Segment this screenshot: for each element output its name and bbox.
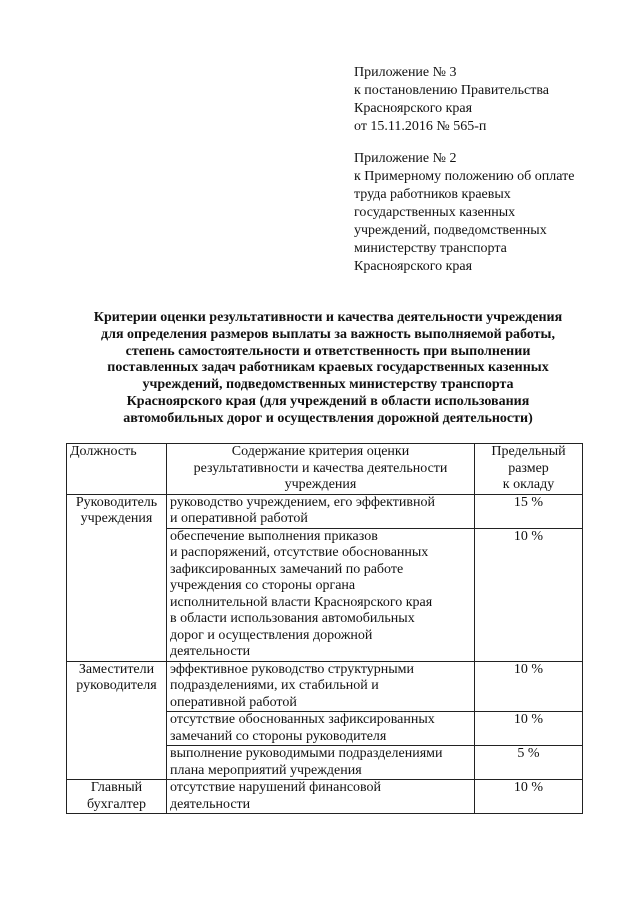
appendix-3-line: Приложение № 3 <box>354 65 457 80</box>
appendix-2-block <box>354 150 624 276</box>
title-line: для определения размеров выплаты за важность выполняемой работы, <box>101 326 555 342</box>
appendix-3-line: от 15.11.2016 № 565-п <box>354 119 487 134</box>
criterion-cell <box>167 494 475 528</box>
criterion-line: руководство учреждением, его эффективной <box>170 494 435 510</box>
criterion-cell <box>167 780 475 814</box>
criterion-line: обеспечение выполнения приказов <box>170 528 378 544</box>
header-position <box>67 444 167 495</box>
criteria-table <box>66 443 583 814</box>
appendix-3-block <box>354 64 624 136</box>
size-cell: 10 % <box>475 780 583 814</box>
criterion-line: в области использования автомобильных <box>170 611 415 626</box>
size-cell: 5 % <box>475 746 583 780</box>
appendix-3-line: к постановлению Правительства <box>354 83 550 98</box>
appendix-2-line: государственных казенных <box>354 205 516 220</box>
title-line: поставленных задач работникам краевых государственных казенных <box>107 360 549 376</box>
criterion-line: отсутствие обоснованных зафиксированных <box>170 712 435 727</box>
header-position-text: Должность <box>70 444 137 459</box>
position-cell <box>67 661 167 780</box>
title-line: Критерии оценки результативности и качества деятельности учреждения <box>93 310 563 325</box>
header-size-line: размер <box>508 460 549 476</box>
table-row <box>67 661 583 712</box>
title-line: учреждений, подведомственных министерству транспорта <box>142 377 514 393</box>
criterion-line: и оперативной работой <box>170 511 308 526</box>
appendix-3-line: Красноярского края <box>354 101 473 116</box>
criterion-cell <box>167 746 475 780</box>
position-cell <box>67 494 167 661</box>
appendix-2-line: министерству транспорта <box>354 241 507 256</box>
header-criterion-line: учреждения <box>284 477 357 492</box>
criterion-line: и распоряжений, отсутствие обоснованных <box>170 545 429 560</box>
appendix-2-line: учреждений, подведомственных <box>354 223 547 238</box>
size-cell: 10 % <box>475 712 583 746</box>
criterion-cell <box>167 712 475 746</box>
table-header-row <box>67 444 583 495</box>
position-cell <box>67 780 167 814</box>
criterion-line: зафиксированных замечаний по работе <box>170 561 404 577</box>
criterion-line: подразделениями, их стабильной и <box>170 678 379 693</box>
criterion-line: отсутствие нарушений финансовой <box>170 780 382 795</box>
position-line: Заместители <box>78 661 155 677</box>
criterion-cell <box>167 528 475 661</box>
criterion-line: учреждения со стороны органа <box>170 578 356 593</box>
table-row <box>67 494 583 528</box>
position-line: Руководитель <box>75 494 158 510</box>
appendix-2-line: Красноярского края <box>354 259 473 274</box>
header-size-line: к окладу <box>502 477 555 492</box>
position-line: руководителя <box>76 678 157 693</box>
criterion-line: оперативной работой <box>170 694 297 710</box>
criterion-line: деятельности <box>170 644 251 659</box>
document-title <box>62 310 594 428</box>
size-cell: 15 % <box>475 494 583 528</box>
header-size <box>475 444 583 495</box>
criterion-line: исполнительной власти Красноярского края <box>170 594 433 610</box>
header-criterion <box>167 444 475 495</box>
criterion-cell <box>167 661 475 712</box>
position-line: Главный <box>90 780 143 795</box>
appendix-2-line: труда работников краевых <box>354 187 511 202</box>
appendix-2-line: к Примерному положению об оплате <box>354 169 575 184</box>
size-cell: 10 % <box>475 528 583 661</box>
position-line: учреждения <box>80 511 153 526</box>
criterion-line: плана мероприятий учреждения <box>170 762 362 778</box>
title-line: степень самостоятельности и ответственность при выполнении <box>125 343 531 359</box>
table-row <box>67 780 583 814</box>
header-criterion-line: Содержание критерия оценки <box>231 444 410 459</box>
position-line: бухгалтер <box>87 796 146 812</box>
criterion-line: замечаний со стороны руководителя <box>170 728 387 744</box>
criterion-line: деятельности <box>170 796 251 812</box>
header-criterion-line: результативности и качества деятельности <box>193 460 448 476</box>
appendix-2-line: Приложение № 2 <box>354 151 457 166</box>
criterion-line: выполнение руководимыми подразделениями <box>170 746 443 761</box>
criterion-line: дорог и осуществления дорожной <box>170 627 373 643</box>
criterion-line: эффективное руководство структурными <box>170 661 415 677</box>
header-size-line: Предельный <box>491 444 566 459</box>
size-cell: 10 % <box>475 661 583 712</box>
title-line: Красноярского края (для учреждений в области использования <box>126 393 530 409</box>
title-line: автомобильных дорог и осуществления дорожной деятельности) <box>123 410 533 426</box>
